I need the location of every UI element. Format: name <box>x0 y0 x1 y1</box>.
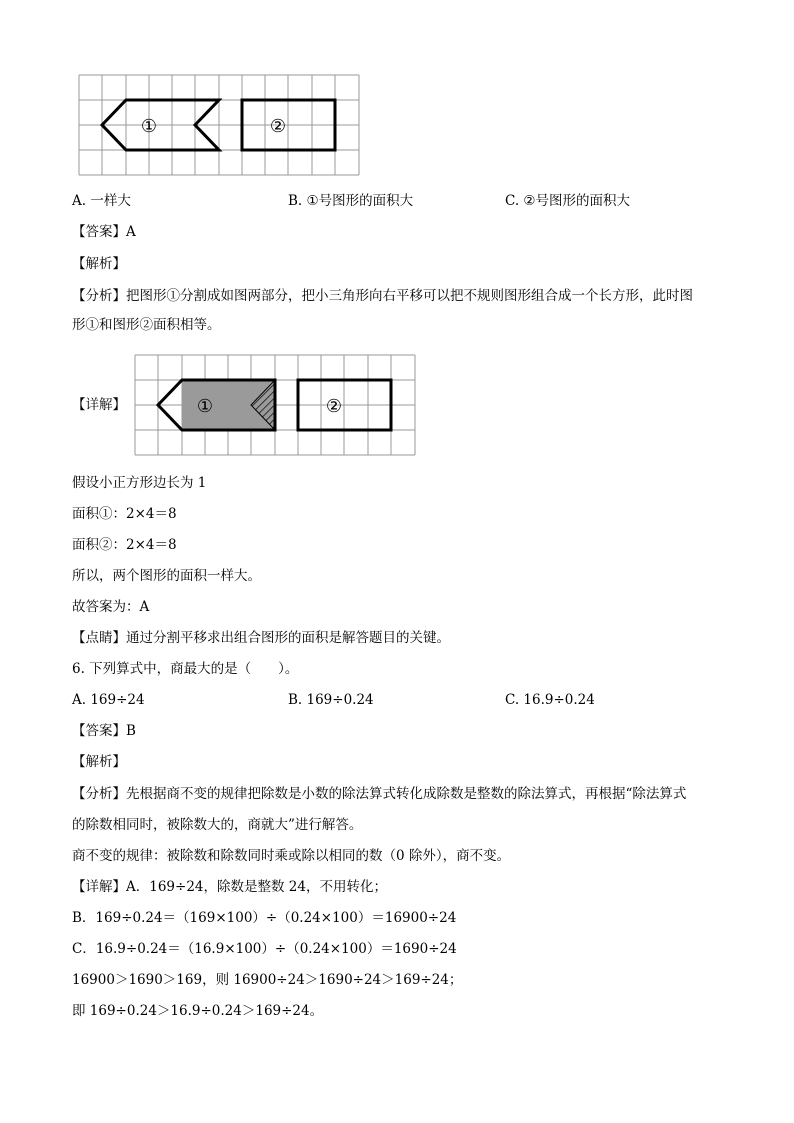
q6-line-7: 16900＞1690＞169，则 16900÷24＞1690÷24＞169÷24； <box>72 972 463 988</box>
shape-1-label: ① <box>196 396 214 417</box>
q6-line-1: 【分析】先根据商不变的规律把除数是小数的除法算式转化成除数是整数的除法算式，再根据“除法算式 <box>72 786 687 802</box>
q5-key-point: 【点睛】通过分割平移求出组合图形的面积是解答题目的关键。 <box>72 630 450 646</box>
q5-detail-line-1: 假设小正方形边长为 1 <box>72 475 207 491</box>
q6-line-3: 商不变的规律：被除数和除数同时乘或除以相同的数（0 除外），商不变。 <box>72 848 511 864</box>
shape-2-label: ② <box>269 116 287 137</box>
q6-option-a: A. 169÷24 <box>72 692 145 708</box>
q5-fenxi-line-2: 形①和图形②面积相等。 <box>72 317 221 333</box>
q5-detail-line-3: 面积②：2×4＝8 <box>72 537 177 553</box>
q5-detail-line-2: 面积①：2×4＝8 <box>72 506 177 522</box>
q5-option-a: A. 一样大 <box>72 193 131 209</box>
q5-analysis-heading: 【解析】 <box>72 256 126 272</box>
q5-option-b: B. ①号图形的面积大 <box>288 193 414 209</box>
q5-option-c: C. ②号图形的面积大 <box>505 193 631 209</box>
q6-line-2: 的除数相同时，被除数大的，商就大”进行解答。 <box>72 817 363 833</box>
q6-option-b: B. 169÷0.24 <box>288 692 374 708</box>
shape-2-label: ② <box>325 396 343 417</box>
q6-analysis-heading: 【解析】 <box>72 754 126 770</box>
q6-option-c: C. 16.9÷0.24 <box>505 692 595 708</box>
q6-line-4: 【详解】A．169÷24，除数是整数 24，不用转化； <box>72 879 387 895</box>
q6-stem: 6. 下列算式中，商最大的是（ ）。 <box>72 661 299 677</box>
q5-detail-label: 【详解】 <box>72 397 126 413</box>
q6-line-5: B．169÷0.24＝（169×100）÷（0.24×100）＝16900÷24 <box>72 910 457 926</box>
q6-line-8: 即 169÷0.24＞16.9÷0.24＞169÷24。 <box>72 1003 324 1019</box>
q5-detail-line-4: 所以，两个图形的面积一样大。 <box>72 568 261 584</box>
q5-fenxi-line-1: 【分析】把图形①分割成如图两部分，把小三角形向右平移可以把不规则图形组合成一个长方形，此时图 <box>72 288 693 304</box>
q5-answer: 【答案】A <box>72 224 136 240</box>
figure-1-grid <box>78 74 360 176</box>
q5-detail-line-5: 故答案为：A <box>72 599 150 615</box>
shape-1-label: ① <box>140 116 158 137</box>
q6-answer: 【答案】B <box>72 723 136 739</box>
q6-line-6: C．16.9÷0.24＝（16.9×100）÷（0.24×100）＝1690÷24 <box>72 941 457 957</box>
figure-2-grid <box>134 354 416 456</box>
